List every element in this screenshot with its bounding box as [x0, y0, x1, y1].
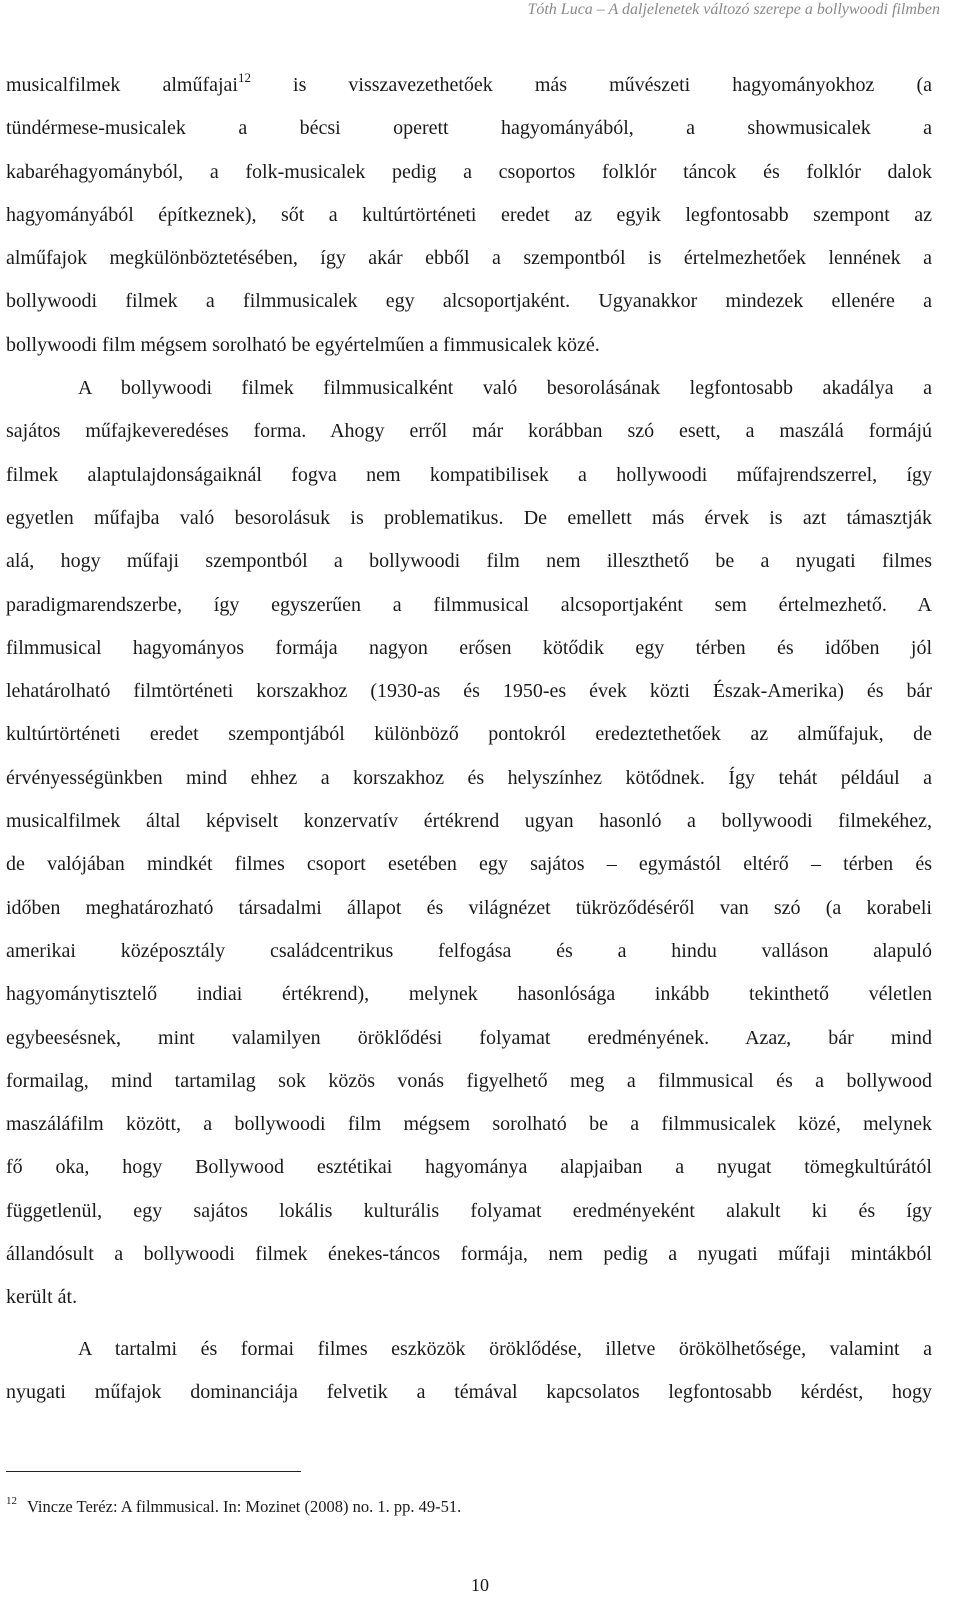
text-line: sajátos műfajkeveredéses forma. Ahogy erről már korábban szó esett, a maszálá formájú [6, 420, 932, 443]
page-number: 10 [471, 1575, 489, 1595]
text-line: formailag, mind tartamilag sok közös vonás figyelhető meg a filmmusical és a bollywood [6, 1069, 932, 1092]
text-line: paradigmarendszerbe, így egyszerűen a filmmusical alcsoportjaként sem értelmezhető. A [6, 593, 932, 616]
footnote-reference[interactable]: 12 [237, 70, 251, 85]
text-line: egyetlen műfajba való besorolásuk is problematikus. De emellett más érvek is azt támasztják [6, 506, 932, 529]
text-line: filmek alaptulajdonságaiknál fogva nem kompatibilisek a hollywoodi műfajrendszerrel, így [6, 463, 932, 486]
text-line: kultúrtörténeti eredet szempontjából különböző pontokról eredeztethetőek az alműfajuk, de [6, 723, 932, 746]
footnote-separator [6, 1471, 301, 1472]
text-line: állandósult a bollywoodi filmek énekes-táncos formája, nem pedig a nyugati műfaji mintákból [6, 1243, 932, 1266]
text-line: hagyományából építkeznek), sőt a kultúrtörténeti eredet az egyik legfontosabb szempont az [6, 203, 932, 226]
text-line: amerikai középosztály családcentrikus felfogása és a hindu valláson alapuló [6, 939, 932, 962]
text-line: egybeesésnek, mint valamilyen öröklődési folyamat eredményének. Azaz, bár mind [6, 1026, 932, 1049]
running-header: Tóth Luca – A daljelenetek változó szerepe a bollywoodi filmben [527, 1, 940, 18]
text-line: de valójában mindkét filmes csoport esetében egy sajátos – egymástól eltérő – térben és [6, 853, 932, 876]
text-line: bollywoodi filmek a filmmusicalek egy alcsoportjaként. Ugyanakkor mindezek ellenére a [6, 290, 932, 313]
body-text [6, 64, 932, 1414]
text-line: tündérmese-musicalek a bécsi operett hagyományából, a showmusicalek a [6, 117, 932, 140]
text-line: időben meghatározható társadalmi állapot és világnézet tükröződéséről van szó (a korabeli [6, 896, 932, 919]
text-line: lehatárolható filmtörténeti korszakhoz (1930-as és 1950-es évek közti Észak-Amerika) és bár [6, 680, 932, 703]
text-line: nyugati műfajok dominanciája felvetik a témával kapcsolatos legfontosabb kérdést, hogy [6, 1380, 932, 1403]
text-line: alműfajok megkülönböztetésében, így akár ebből a szempontból is értelmezhetőek lennének a [6, 247, 932, 270]
paragraph-2 [6, 367, 932, 1320]
paragraph-1 [6, 64, 932, 367]
text-line: filmmusical hagyományos formája nagyon erősen kötődik egy térben és időben jól [6, 636, 932, 659]
footnote-text: Vincze Teréz: A filmmusical. In: Mozinet (2008) no. 1. pp. 49-51. [27, 1497, 462, 1516]
text-line: függetlenül, egy sajátos lokális kulturális folyamat eredményeként alakult ki és így [6, 1199, 932, 1222]
text-line: musicalfilmek által képviselt konzervatív értékrend ugyan hasonló a bollywoodi filmekéhez, [6, 810, 932, 833]
text-line: A bollywoodi filmek filmmusicalként való besorolásának legfontosabb akadálya a [78, 377, 932, 400]
text-line: maszáláfilm között, a bollywoodi film mégsem sorolható be a filmmusicalek közé, melynek [6, 1113, 932, 1136]
text-line: kabaréhagyományból, a folk-musicalek pedig a csoportos folklór táncok és folklór dalok [6, 160, 932, 183]
text-line: A tartalmi és formai filmes eszközök öröklődése, illetve örökölhetősége, valamint a [78, 1337, 932, 1360]
paragraph-3 [6, 1328, 932, 1415]
text-line: érvényességünkben mind ehhez a korszakhoz és helyszínhez kötődnek. Így tehát például a [6, 766, 932, 789]
footnote-number: 12 [6, 1495, 17, 1507]
text-line: került át. [6, 1286, 78, 1309]
text-line: bollywoodi film mégsem sorolható be egyértelműen a fimmusicalek közé. [6, 333, 600, 356]
text-line: fő oka, hogy Bollywood esztétikai hagyománya alapjaiban a nyugat tömegkultúrától [6, 1156, 932, 1179]
text-line: alá, hogy műfaji szempontból a bollywoodi film nem illeszthető be a nyugati filmes [6, 550, 932, 573]
text-line: hagyománytisztelő indiai értékrend), melynek hasonlósága inkább tekinthető véletlen [6, 983, 932, 1006]
footnote [6, 1495, 932, 1517]
text-line: musicalfilmek alműfajai$^{12}$ is visszavezethetőek más művészeti hagyományokhoz (a [6, 70, 932, 96]
